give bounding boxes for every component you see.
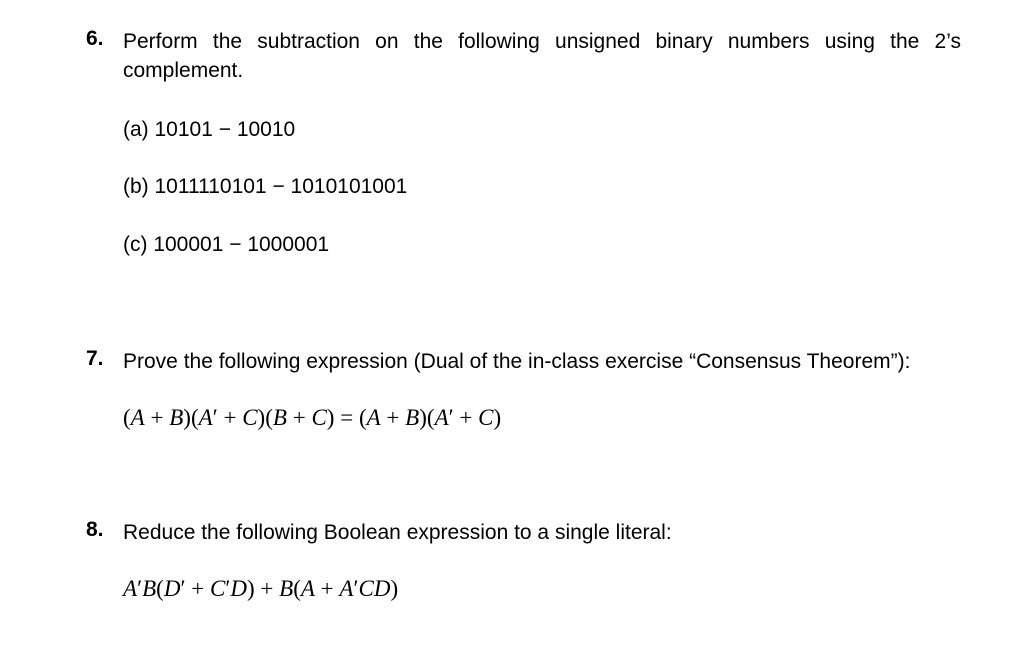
question-number: 8. <box>86 518 104 541</box>
question-text: Perform the subtraction on the following unsigned binary numbers using the 2’s complement. <box>123 30 961 82</box>
subtraction-item-c: (c) 100001 − 1000001 <box>123 233 330 256</box>
subtraction-item-b: (b) 1011110101 − 1010101001 <box>123 175 408 198</box>
consensus-expression: (A + B)(A′ + C)(B + C) = (A + B)(A′ + C) <box>123 405 502 430</box>
question-number: 7. <box>86 347 104 370</box>
question-number: 6. <box>86 27 104 50</box>
question-text: Prove the following expression (Dual of the in-class exercise “Consensus Theorem”): <box>123 350 911 373</box>
question-text: Reduce the following Boolean expression to a single literal: <box>123 521 672 544</box>
subtraction-item-a: (a) 10101 − 10010 <box>123 118 296 141</box>
boolean-expression: A′B(D′ + C′D) + B(A + A′CD) <box>123 576 399 601</box>
